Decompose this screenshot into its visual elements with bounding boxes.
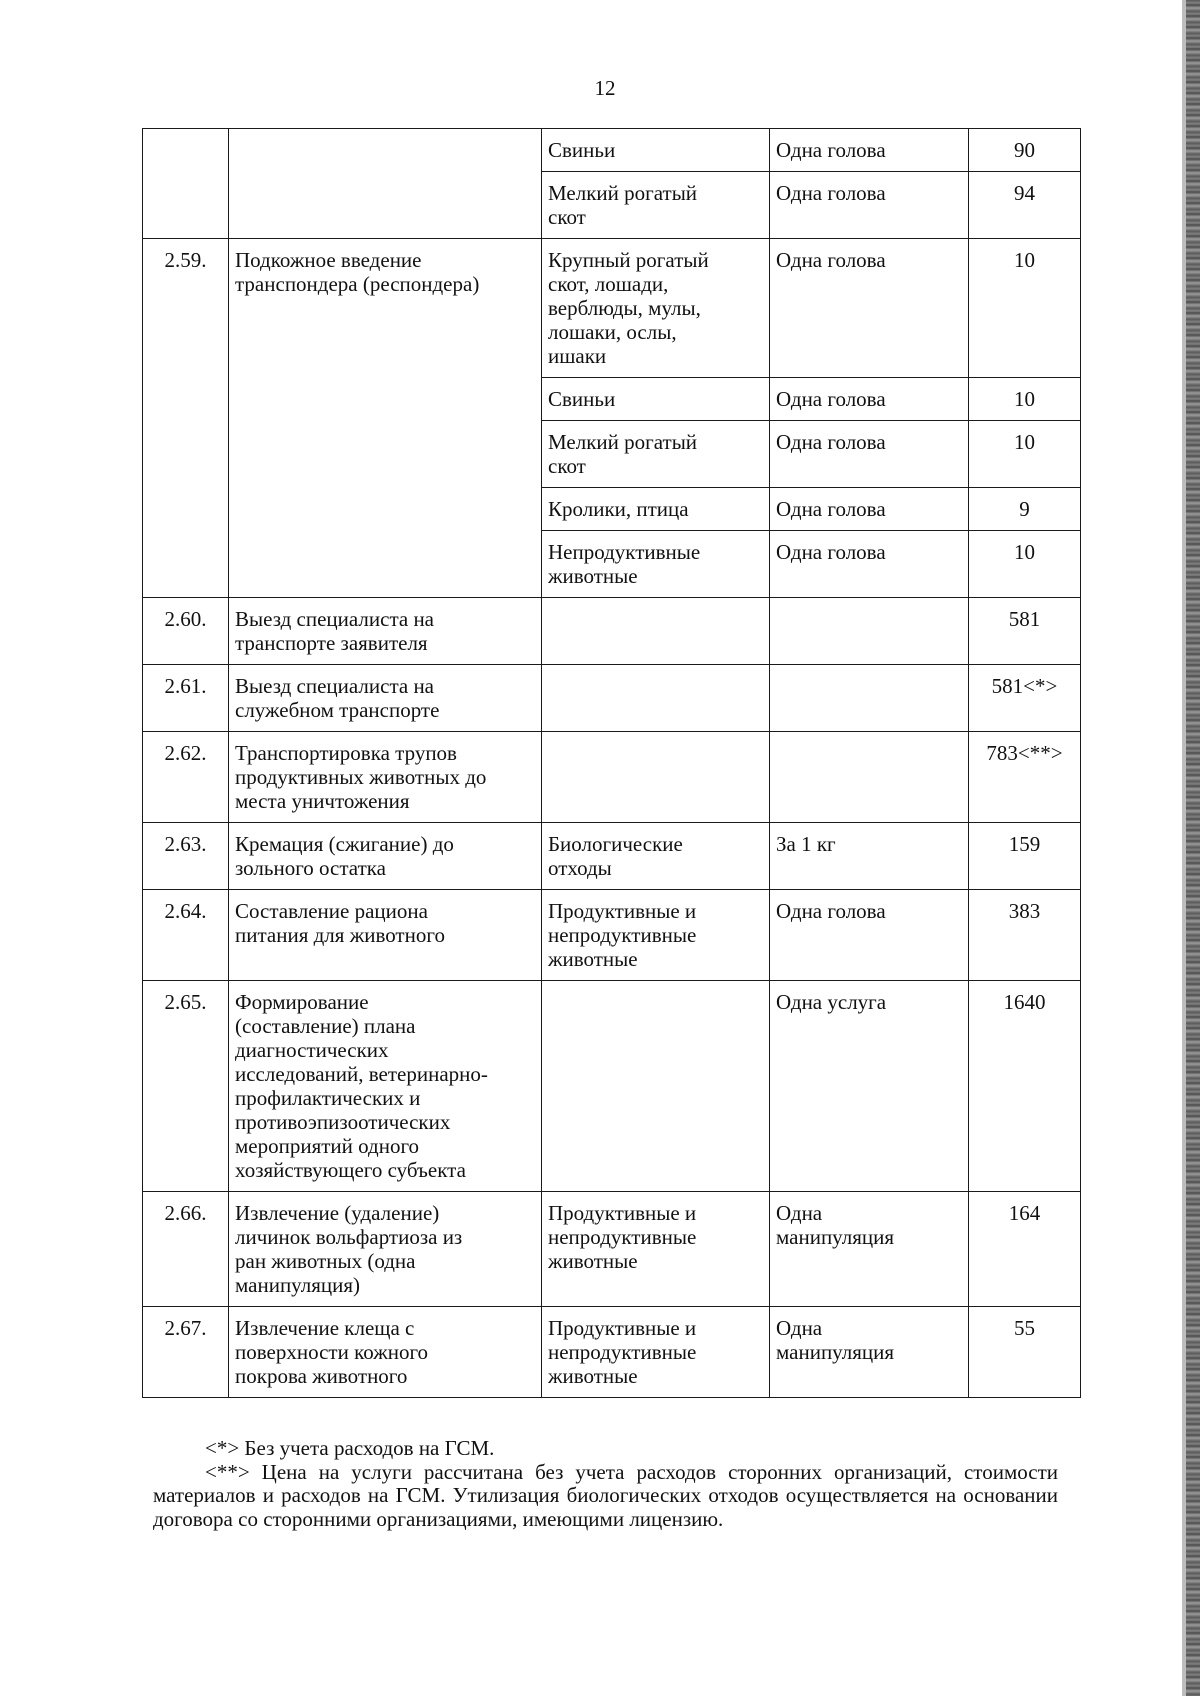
unit-cell: Одна голова bbox=[770, 378, 969, 421]
animal-type-cell: Мелкий рогатый скот bbox=[542, 421, 770, 488]
service-number-cell: 2.62. bbox=[143, 732, 229, 823]
service-number-cell: 2.60. bbox=[143, 598, 229, 665]
price-cell: 164 bbox=[969, 1192, 1081, 1307]
price-cell: 94 bbox=[969, 172, 1081, 239]
unit-cell: Одна услуга bbox=[770, 981, 969, 1192]
service-number-cell: 2.66. bbox=[143, 1192, 229, 1307]
service-name-cell: Формирование (составление) плана диагностических исследований, ветеринарно- профилактических и противоэпизоотических мероприятий одного хозяйствующего субъекта bbox=[229, 981, 542, 1192]
price-cell: 10 bbox=[969, 239, 1081, 378]
price-cell: 10 bbox=[969, 378, 1081, 421]
unit-cell bbox=[770, 598, 969, 665]
unit-cell: Одна голова bbox=[770, 531, 969, 598]
price-cell: 783<**> bbox=[969, 732, 1081, 823]
page-number: 12 bbox=[594, 76, 616, 100]
animal-type-cell: Свиньи bbox=[542, 129, 770, 172]
animal-type-cell bbox=[542, 981, 770, 1192]
animal-type-cell bbox=[542, 598, 770, 665]
price-cell: 581<*> bbox=[969, 665, 1081, 732]
unit-cell: Одна голова bbox=[770, 488, 969, 531]
service-name-cell bbox=[229, 129, 542, 239]
animal-type-cell: Продуктивные и непродуктивные животные bbox=[542, 1307, 770, 1398]
table-row bbox=[143, 598, 1081, 665]
service-number-cell: 2.65. bbox=[143, 981, 229, 1192]
animal-type-cell: Продуктивные и непродуктивные животные bbox=[542, 1192, 770, 1307]
table-row bbox=[143, 732, 1081, 823]
animal-type-cell: Непродуктивные животные bbox=[542, 531, 770, 598]
price-cell: 581 bbox=[969, 598, 1081, 665]
unit-cell: Одна голова bbox=[770, 239, 969, 378]
table-row bbox=[143, 665, 1081, 732]
animal-type-cell: Биологические отходы bbox=[542, 823, 770, 890]
service-number-cell: 2.61. bbox=[143, 665, 229, 732]
service-number-cell: 2.59. bbox=[143, 239, 229, 598]
animal-type-cell: Крупный рогатый скот, лошади, верблюды, мулы, лошаки, ослы, ишаки bbox=[542, 239, 770, 378]
unit-cell: Одна голова bbox=[770, 890, 969, 981]
footnotes bbox=[153, 1437, 1058, 1531]
table-row bbox=[143, 1307, 1081, 1398]
footnote-single-asterisk: <*> Без учета расходов на ГСМ. bbox=[205, 1436, 495, 1460]
price-cell: 9 bbox=[969, 488, 1081, 531]
service-name-cell: Транспортировка трупов продуктивных животных до места уничтожения bbox=[229, 732, 542, 823]
unit-cell bbox=[770, 732, 969, 823]
table-row bbox=[143, 981, 1081, 1192]
footnote-double-asterisk: <**> Цена на услуги рассчитана без учета расходов сторонних организаций, стоимости материалов и расходов на ГСМ. Утилизация биологических отходов осуществляется на основании договора со сторонними организациями, имеющими лицензию. bbox=[153, 1459, 1058, 1531]
price-cell: 10 bbox=[969, 421, 1081, 488]
price-cell: 10 bbox=[969, 531, 1081, 598]
table-row bbox=[143, 890, 1081, 981]
unit-cell: Одна манипуляция bbox=[770, 1307, 969, 1398]
price-cell: 383 bbox=[969, 890, 1081, 981]
unit-cell: За 1 кг bbox=[770, 823, 969, 890]
table-row bbox=[143, 1192, 1081, 1307]
price-cell: 55 bbox=[969, 1307, 1081, 1398]
unit-cell bbox=[770, 665, 969, 732]
scan-edge bbox=[1186, 0, 1200, 1696]
service-name-cell: Подкожное введение транспондера (респондера) bbox=[229, 239, 542, 598]
unit-cell: Одна голова bbox=[770, 421, 969, 488]
service-name-cell: Составление рациона питания для животного bbox=[229, 890, 542, 981]
animal-type-cell: Продуктивные и непродуктивные животные bbox=[542, 890, 770, 981]
animal-type-cell: Кролики, птица bbox=[542, 488, 770, 531]
unit-cell: Одна голова bbox=[770, 129, 969, 172]
price-cell: 1640 bbox=[969, 981, 1081, 1192]
service-name-cell: Кремация (сжигание) до зольного остатка bbox=[229, 823, 542, 890]
animal-type-cell: Свиньи bbox=[542, 378, 770, 421]
service-number-cell: 2.63. bbox=[143, 823, 229, 890]
price-cell: 90 bbox=[969, 129, 1081, 172]
unit-cell: Одна манипуляция bbox=[770, 1192, 969, 1307]
unit-cell: Одна голова bbox=[770, 172, 969, 239]
table-row bbox=[143, 129, 1081, 172]
service-number-cell: 2.67. bbox=[143, 1307, 229, 1398]
animal-type-cell bbox=[542, 665, 770, 732]
service-number-cell bbox=[143, 129, 229, 239]
tariff-table bbox=[142, 128, 1081, 1398]
service-name-cell: Извлечение (удаление) личинок вольфартиоза из ран животных (одна манипуляция) bbox=[229, 1192, 542, 1307]
animal-type-cell: Мелкий рогатый скот bbox=[542, 172, 770, 239]
service-name-cell: Выезд специалиста на транспорте заявителя bbox=[229, 598, 542, 665]
animal-type-cell bbox=[542, 732, 770, 823]
service-name-cell: Выезд специалиста на служебном транспорте bbox=[229, 665, 542, 732]
price-cell: 159 bbox=[969, 823, 1081, 890]
service-number-cell: 2.64. bbox=[143, 890, 229, 981]
table-row bbox=[143, 823, 1081, 890]
table-row bbox=[143, 239, 1081, 378]
service-name-cell: Извлечение клеща с поверхности кожного покрова животного bbox=[229, 1307, 542, 1398]
